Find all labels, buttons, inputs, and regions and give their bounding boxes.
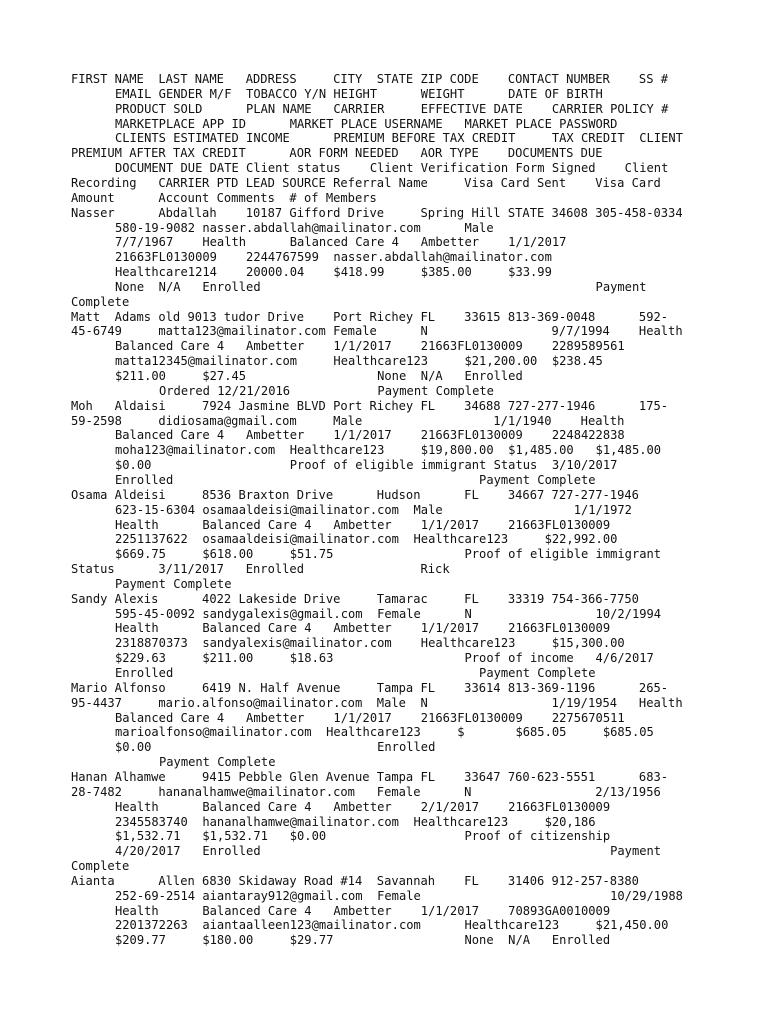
- text-line: Balanced Care 4 Ambetter 1/1/2017 21663FL0130009 2248422838: [115, 428, 625, 443]
- text-line: $0.00 Enrolled: [115, 740, 436, 755]
- text-line: Ordered 12/21/2016 Payment Complete: [159, 383, 494, 398]
- text-line: Hanan Alhamwe 9415 Pebble Glen Avenue Tampa FL 33647 760-623-5551 683-: [71, 769, 669, 784]
- text-line: Payment Complete: [115, 576, 232, 591]
- text-line: Complete: [71, 859, 130, 874]
- text-line: 28-7482 hananalhamwe@mailinator.com Female N 2/13/1956: [71, 784, 661, 799]
- text-line: $0.00 Proof of eligible immigrant Status 3/10/2017: [115, 458, 618, 473]
- text-line: 95-4437 mario.alfonso@mailinator.com Male N 1/19/1954 Health: [71, 695, 683, 710]
- text-line: 59-2598 didiosama@gmail.com Male 1/1/1940 Health: [71, 413, 625, 428]
- text-line: PRODUCT SOLD PLAN NAME CARRIER EFFECTIVE DATE CARRIER POLICY #: [115, 101, 669, 116]
- text-line: Health Balanced Care 4 Ambetter 1/1/2017 21663FL0130009: [115, 517, 611, 532]
- text-line: EMAIL GENDER M/F TOBACCO Y/N HEIGHT WEIGHT DATE OF BIRTH: [115, 86, 603, 101]
- text-line: FIRST NAME LAST NAME ADDRESS CITY STATE ZIP CODE CONTACT NUMBER SS #: [71, 72, 669, 86]
- text-line: Healthcare1214 20000.04 $418.99 $385.00 $33.99: [115, 265, 552, 280]
- text-line: matta12345@mailinator.com Healthcare123 $21,200.00 $238.45: [115, 354, 603, 369]
- text-line: $229.63 $211.00 $18.63 Proof of income 4/6/2017: [115, 651, 654, 666]
- text-line: moha123@mailinator.com Healthcare123 $19,800.00 $1,485.00 $1,485.00: [115, 443, 662, 458]
- text-line: 2251137622 osamaaldeisi@mailinator.com Healthcare123 $22,992.00: [115, 532, 618, 547]
- text-line: DOCUMENT DUE DATE Client status Client Verification Form Signed Client: [115, 161, 669, 176]
- text-line: Balanced Care 4 Ambetter 1/1/2017 21663FL0130009 2275670511: [115, 710, 625, 725]
- text-line: Complete: [71, 294, 130, 309]
- text-line: $1,532.71 $1,532.71 $0.00 Proof of citizenship: [115, 829, 611, 844]
- text-line: Amount Account Comments # of Members: [71, 190, 377, 205]
- text-line: marioalfonso@mailinator.com Healthcare123 $ $685.05 $685.05: [115, 725, 654, 740]
- text-line: 4/20/2017 Enrolled Payment: [115, 844, 662, 859]
- text-line: 2345583740 hananalhamwe@mailinator.com Healthcare123 $20,186: [115, 814, 596, 829]
- text-line: PREMIUM AFTER TAX CREDIT AOR FORM NEEDED AOR TYPE DOCUMENTS DUE: [71, 146, 603, 161]
- text-line: 580-19-9082 nasser.abdallah@mailinator.com Male: [115, 220, 494, 235]
- text-line: Matt Adams old 9013 tudor Drive Port Richey FL 33615 813-369-0048 592-: [71, 309, 669, 324]
- text-line: MARKETPLACE APP ID MARKET PLACE USERNAME MARKET PLACE PASSWORD: [115, 116, 618, 131]
- text-line: Health Balanced Care 4 Ambetter 2/1/2017 21663FL0130009: [115, 799, 611, 814]
- text-line: 7/7/1967 Health Balanced Care 4 Ambetter 1/1/2017: [115, 235, 567, 250]
- text-line: Health Balanced Care 4 Ambetter 1/1/2017 70893GA0010009: [115, 903, 611, 918]
- text-line: 21663FL0130009 2244767599 nasser.abdallah@mailinator.com: [115, 250, 552, 265]
- text-line: Sandy Alexis 4022 Lakeside Drive Tamarac FL 33319 754-366-7750: [71, 591, 639, 606]
- text-line: Osama Aldeisi 8536 Braxton Drive Hudson FL 34667 727-277-1946: [71, 487, 639, 502]
- text-line: Enrolled Payment Complete: [115, 666, 596, 680]
- text-line: Moh Aldaisi 7924 Jasmine BLVD Port Richey FL 34688 727-277-1946 175-: [71, 398, 669, 413]
- text-line: 2318870373 sandyalexis@mailinator.com Healthcare123 $15,300.00: [115, 636, 625, 651]
- text-line: 595-45-0092 sandygalexis@gmail.com Female N 10/2/1994: [115, 606, 662, 621]
- text-line: $669.75 $618.00 $51.75 Proof of eligible immigrant: [115, 547, 662, 562]
- text-line: Balanced Care 4 Ambetter 1/1/2017 21663FL0130009 2289589561: [115, 339, 625, 354]
- text-line: $211.00 $27.45 None N/A Enrolled: [115, 369, 523, 383]
- text-line: Health Balanced Care 4 Ambetter 1/1/2017 21663FL0130009: [115, 621, 611, 636]
- text-line: None N/A Enrolled Payment: [115, 279, 647, 294]
- text-line: Recording CARRIER PTD LEAD SOURCE Referral Name Visa Card Sent Visa Card: [71, 175, 661, 190]
- text-line: Status 3/11/2017 Enrolled Rick: [71, 562, 450, 577]
- text-line: Enrolled Payment Complete: [115, 472, 596, 487]
- text-line: 623-15-6304 osamaaldeisi@mailinator.com Male 1/1/1972: [115, 502, 632, 517]
- text-line: Payment Complete: [159, 755, 276, 770]
- text-line: 252-69-2514 aiantaray912@gmail.com Female 10/29/1988: [115, 888, 683, 903]
- text-line: Mario Alfonso 6419 N. Half Avenue Tampa FL 33614 813-369-1196 265-: [71, 680, 669, 695]
- text-line: Aianta Allen 6830 Skidaway Road #14 Savannah FL 31406 912-257-8380: [71, 873, 639, 888]
- text-line: Nasser Abdallah 10187 Gifford Drive Spring Hill STATE 34608 305-458-0334: [71, 205, 683, 220]
- text-line: 45-6749 matta123@mailinator.com Female N 9/7/1994 Health: [71, 324, 683, 339]
- text-line: 2201372263 aiantaalleen123@mailinator.com Healthcare123 $21,450.00: [115, 918, 669, 933]
- text-line: $209.77 $180.00 $29.77 None N/A Enrolled: [115, 933, 611, 948]
- text-line: CLIENTS ESTIMATED INCOME PREMIUM BEFORE TAX CREDIT TAX CREDIT CLIENT: [115, 131, 683, 146]
